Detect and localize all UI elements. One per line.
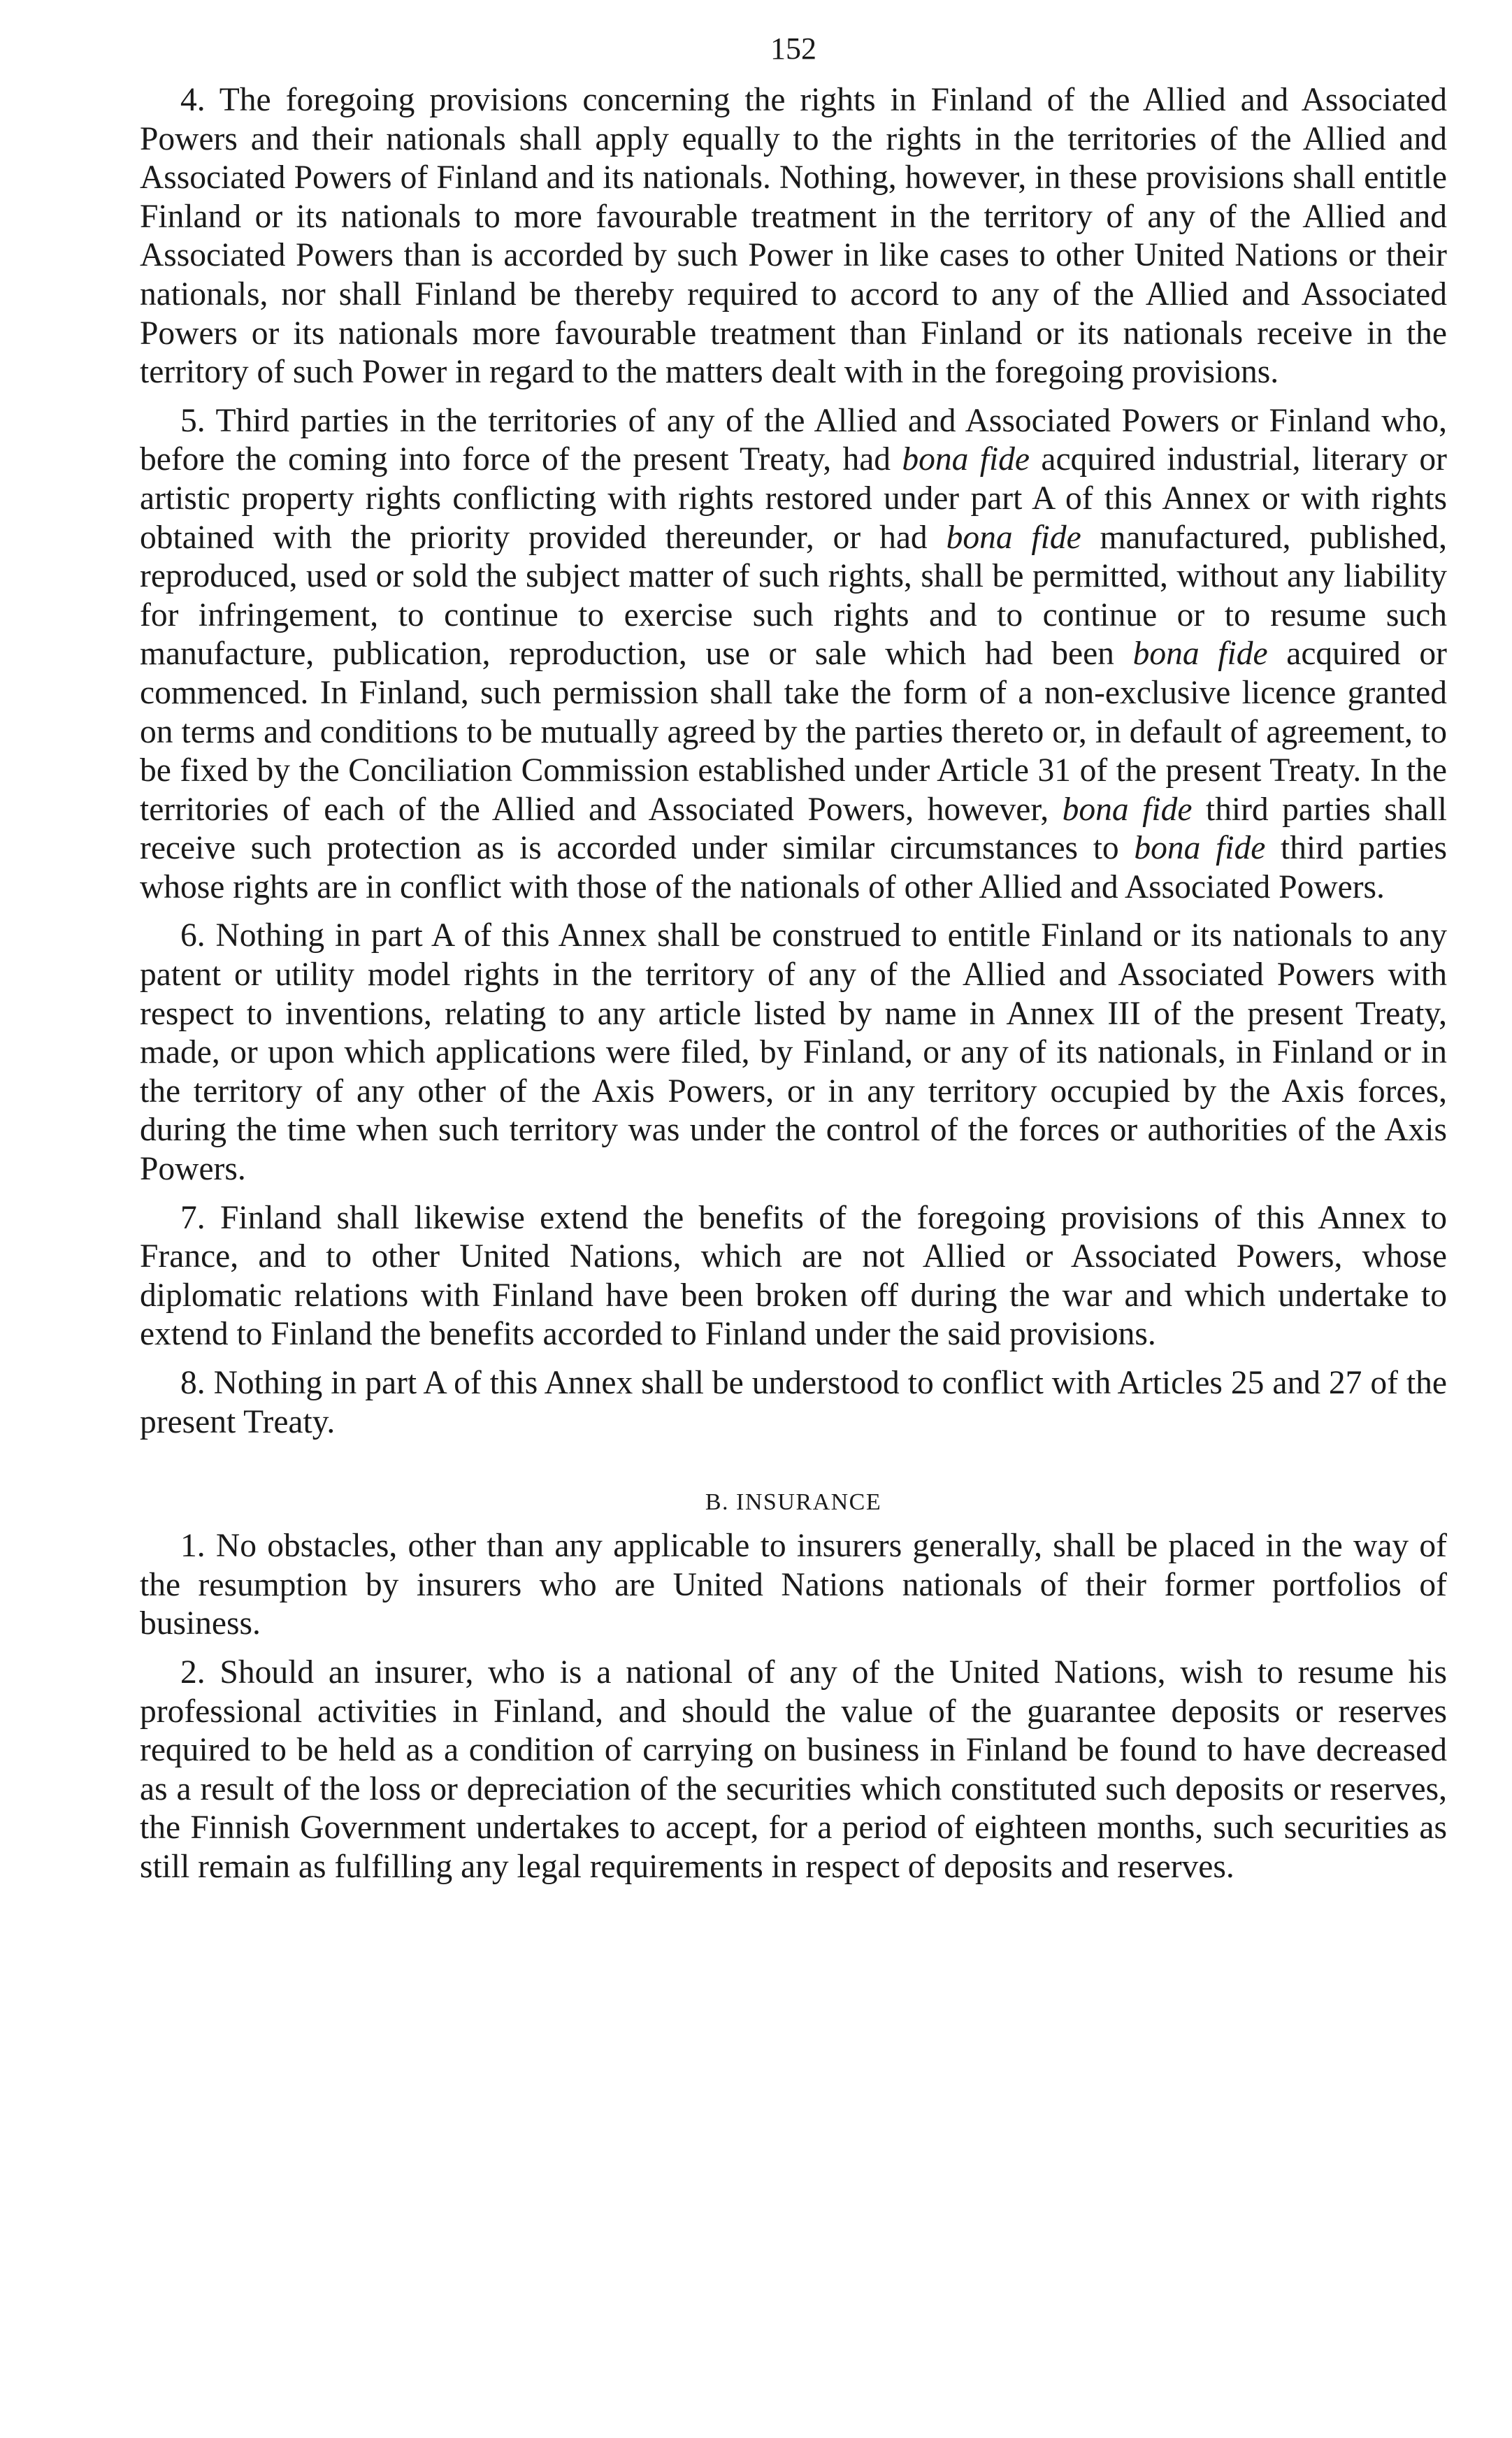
insurance-paragraph-1: [140, 1527, 1447, 1644]
insurance-paragraph-2: [140, 1654, 1447, 1887]
text-run: third parties shall receive such protection as is accorded under similar circumstances to: [140, 791, 1447, 867]
document-page: [140, 28, 1447, 1897]
paragraph-4: [140, 81, 1447, 392]
text-run: third parties whose rights are in conflict with those of the nationals of other Allied and Associated Powers.: [140, 830, 1448, 905]
text-run: 1. No obstacles, other than any applicable to insurers generally, shall be placed in the way of the resumption by insurers who are United Nations nationals of their former portfolios of business.: [140, 1528, 1447, 1642]
paragraph-7: [140, 1199, 1447, 1354]
text-run: 4. The foregoing provisions concerning the rights in Finland of the Allied and Associated Powers and their nationals shall apply equally to the rights in the territories of the Allied and Associated Powers of Finland and its nationals. Nothing, however, in these provisions shall entitle Finland or its nationals to more favourable treatment in the territory of any of the Allied and Associated Powers than is accorded by such Power in like cases to other United Nations or their nationals, nor shall Finland be thereby required to accord to any of the Allied and Associated Powers or its nationals more favourable treatment than Finland or its nationals receive in the territory of such Power in regard to the matters dealt with in the foregoing provisions.: [140, 82, 1447, 391]
text-run: manufactured, published, reproduced, used or sold the subject matter of such rights, shall be permitted, without any liability for infringement, to continue to exercise such rights and to continue or to resume such manufacture, publication, reproduction, use or sale which had been: [140, 519, 1447, 673]
italic-term: bona fide: [946, 519, 1081, 556]
text-run: acquired industrial, literary or artistic property rights conflicting with rights restored under part A of this Annex or with rights obtained with the priority provided thereunder, or had: [140, 441, 1447, 556]
text-run: 6. Nothing in part A of this Annex shall be construed to entitle Finland or its nationals to any patent or utility model rights in the territory of any of the Allied and Associated Powers with respect to inventions, relating to any article listed by name in Annex III of the present Treaty, made, or upon which applications were filed, by Finland, or any of its nationals, in Finland or in the territory of any other of the Axis Powers, or in any territory occupied by the Axis forces, during the time when such territory was under the control of the forces or authorities of the Axis Powers.: [140, 917, 1447, 1188]
paragraph-6: [140, 917, 1447, 1189]
text-run: 2. Should an insurer, who is a national of any of the United Nations, wish to resume his professional activities in Finland, and should the value of the guarantee deposits or reserves required to be held as a condition of carrying on business in Finland be found to have decreased as a result of the loss or depreciation of the securities which constituted such deposits or reserves, the Finnish Government undertakes to accept, for a period of eighteen months, such securities as still remain as fulfilling any legal requirements in respect of deposits and reserves.: [140, 1654, 1447, 1885]
italic-term: bona fide: [1132, 636, 1268, 673]
section-heading-insurance: B. INSURANCE: [705, 1489, 882, 1516]
text-run: 8. Nothing in part A of this Annex shall be understood to conflict with Articles 25 and 27 of the present Treaty.: [140, 1365, 1447, 1440]
paragraph-5: [140, 402, 1447, 908]
text-run: acquired or commenced. In Finland, such permission shall take the form of a non-exclusive licence granted on terms and conditions to be mutually agreed by the parties thereto or, in default of agreement, to be fixed by the Conciliation Commission established under Article 31 of the present Treaty. In the territories of each of the Allied and Associated Powers, however,: [140, 636, 1447, 828]
paragraph-8: [140, 1364, 1447, 1442]
italic-term: bona fide: [902, 441, 1030, 478]
text-run: 5. Third parties in the territories of any of the Allied and Associated Powers or Finland who, before the coming into force of the present Treaty, had: [140, 402, 1447, 478]
italic-term: bona fide: [1134, 830, 1266, 867]
text-run: 7. Finland shall likewise extend the benefits of the foregoing provisions of this Annex to France, and to other United Nations, which are not Allied or Associated Powers, whose diplomatic relations with Finland have been broken off during the war and which undertake to extend to Finland the benefits accorded to Finland under the said provisions.: [140, 1199, 1447, 1353]
page-number: 152: [770, 31, 816, 66]
italic-term: bona fide: [1062, 791, 1193, 828]
